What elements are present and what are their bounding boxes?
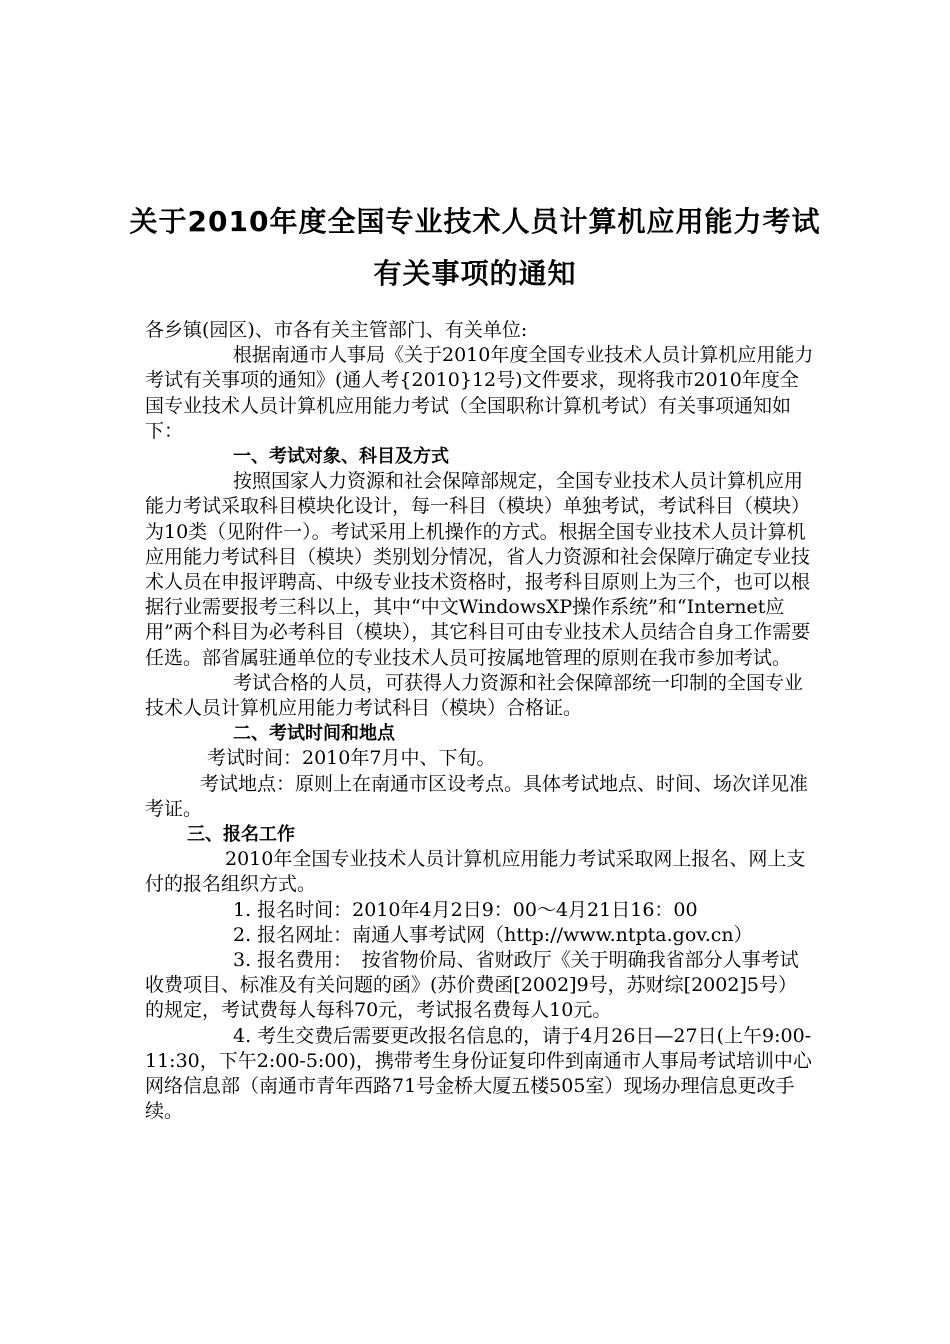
document-title-line-1: 关于2010年度全国专业技术人员计算机应用能力考试 [129,205,821,238]
registration-item-3: 3. 报名费用： 按省物价局、省财政厅《关于明确我省部分人事考试收费项目、标准及有关问题的函》(苏价费函[2002]9号，苏财综[2002]5号）的规定，考试费每人每科70元，考试报名费每人10元。 [145,949,799,1022]
salutation: 各乡镇(园区)、市各有关主管部门、有关单位: [145,319,528,341]
registration-item-2: 2. 报名网址：南通人事考试网（http://www.ntpta.gov.cn） [233,923,753,946]
registration-intro: 2010年全国专业技术人员计算机应用能力考试采取网上报名、网上支付的报名组织方式。 [145,848,806,896]
section-2-heading: 二、考试时间和地点 [233,723,395,745]
exam-time: 考试时间：2010年7月中、下旬。 [207,747,496,770]
document-title-line-2: 有关事项的通知 [373,257,577,290]
registration-item-1: 1. 报名时间：2010年4月2日9：00～4月21日16：00 [233,898,698,921]
section-1-paragraph-2: 考试合格的人员，可获得人力资源和社会保障部统一印制的全国专业技术人员计算机应用能力考试科目（模块）合格证。 [145,671,804,720]
exam-place: 考试地点：原则上在南通市区设考点。具体考试地点、时间、场次详见准考证。 [145,772,809,820]
section-1-paragraph-1: 按照国家人力资源和社会保障部规定，全国专业技术人员计算机应用能力考试采取科目模块化设计，每一科目（模块）单独考试，考试科目（模块）为10类（见附件一）。考试采用上机操作的方式。根据全国专业技术人员计算机应用能力考试科目（模块）类别划分情况，省人力资源和社会保障厅确定专业技术人员在申报评聘高、中级专业技术资格时，报考科目原则上为三个，也可以根据行业需要报考三科以上，其中“中文WindowsXP操作系统”和“Internet应用”两个科目为必考科目（模块），其它科目可由专业技术人员结合自身工作需要任选。部省属驻通单位的专业技术人员可按属地管理的原则在我市参加考试。 [145,470,811,669]
section-1-heading: 一、考试对象、科目及方式 [233,446,449,468]
section-3-heading: 三、报名工作 [187,824,295,846]
intro-paragraph: 根据南通市人事局《关于2010年度全国专业技术人员计算机应用能力考试有关事项的通知》(通人考{2010}12号)文件要求，现将我市2010年度全国专业技术人员计算机应用能力考试（全国职称计算机考试）有关事项通知如下： [145,344,814,442]
registration-item-4: 4. 考生交费后需要更改报名信息的，请于4月26日—27日(上午9:00-11:30，下午2:00-5:00)，携带考生身份证复印件到南通市人事局考试培训中心网络信息部（南通市青年西路71号金桥大厦五楼505室）现场办理信息更改手续。 [145,1024,812,1123]
document-body [145,318,815,1125]
